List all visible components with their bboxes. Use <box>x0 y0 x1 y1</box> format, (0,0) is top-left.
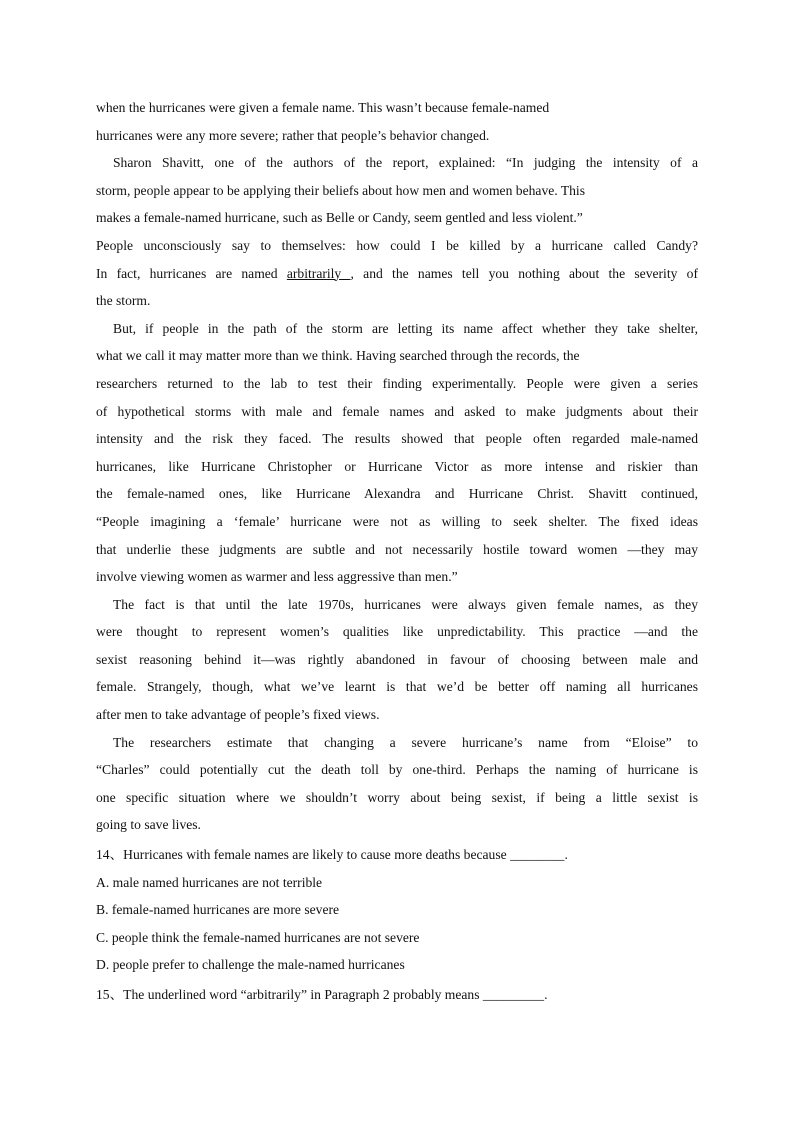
passage-line: researchers returned to the lab to test their finding experimentally. People were given a series <box>96 375 698 391</box>
answer-option[interactable]: B. female-named hurricanes are more severe <box>96 902 340 918</box>
passage-text: , and the names tell you nothing about the severity of <box>350 265 698 281</box>
passage-line: one specific situation where we shouldn’t worry about being sexist, if being a little sexist is <box>96 789 698 805</box>
passage-line: were thought to represent women’s qualities like unpredictability. This practice —and the <box>96 624 698 640</box>
passage-line: female. Strangely, though, what we’ve learnt is that we’d be better off naming all hurricanes <box>96 679 698 695</box>
question-stem: 14、Hurricanes with female names are likely to cause more deaths because ________. <box>96 847 568 863</box>
underlined-word: arbitrarily <box>286 265 351 281</box>
passage-line: what we call it may matter more than we think. Having searched through the records, the <box>96 348 580 364</box>
passage-line: “People imagining a ‘female’ hurricane were not as willing to seek shelter. The fixed ideas <box>96 513 698 529</box>
question-section <box>96 841 698 1009</box>
passage-line: that underlie these judgments are subtle and not necessarily hostile toward women —they may <box>96 541 698 557</box>
passage-text: In fact, hurricanes are named <box>96 265 287 281</box>
passage-line: going to save lives. <box>96 817 201 833</box>
passage-line: when the hurricanes were given a female name. This wasn’t because female-named <box>96 100 550 115</box>
passage-line: But, if people in the path of the storm are letting its name affect whether they take shelter, <box>113 320 698 336</box>
answer-option[interactable]: D. people prefer to challenge the male-named hurricanes <box>96 957 405 973</box>
reading-passage <box>96 94 698 839</box>
passage-line: the storm. <box>96 293 151 309</box>
passage-line: intensity and the risk they faced. The results showed that people often regarded male-named <box>96 431 698 447</box>
passage-line: storm, people appear to be applying their beliefs about how men and women behave. This <box>96 182 585 198</box>
passage-line: “Charles” could potentially cut the death toll by one-third. Perhaps the naming of hurricane is <box>96 762 698 778</box>
passage-line: of hypothetical storms with male and female names and asked to make judgments about their <box>96 403 698 419</box>
passage-line: sexist reasoning behind it—was rightly abandoned in favour of choosing between male and <box>96 651 698 667</box>
passage-line <box>96 260 698 288</box>
passage-line: People unconsciously say to themselves: how could I be killed by a hurricane called Candy? <box>96 237 698 253</box>
passage-line: The researchers estimate that changing a severe hurricane’s name from “Eloise” to <box>113 734 698 750</box>
passage-line: the female-named ones, like Hurricane Alexandra and Hurricane Christ. Shavitt continued, <box>96 486 698 502</box>
passage-line: hurricanes, like Hurricane Christopher or Hurricane Victor as more intense and riskier than <box>96 458 698 474</box>
question-stem: 15、The underlined word “arbitrarily” in Paragraph 2 probably means _________. <box>96 987 548 1002</box>
answer-option[interactable]: C. people think the female-named hurricanes are not severe <box>96 929 420 945</box>
passage-line: after men to take advantage of people’s fixed views. <box>96 707 380 723</box>
answer-option[interactable]: A. male named hurricanes are not terrible <box>96 874 323 890</box>
passage-line: hurricanes were any more severe; rather that people’s behavior changed. <box>96 127 490 143</box>
passage-line: The fact is that until the late 1970s, hurricanes were always given female names, as they <box>113 596 698 612</box>
passage-line: makes a female-named hurricane, such as Belle or Candy, seem gentled and less violent.” <box>96 210 583 226</box>
passage-line: Sharon Shavitt, one of the authors of the report, explained: “In judging the intensity of a <box>113 155 698 171</box>
passage-line: involve viewing women as warmer and less aggressive than men.” <box>96 569 458 585</box>
